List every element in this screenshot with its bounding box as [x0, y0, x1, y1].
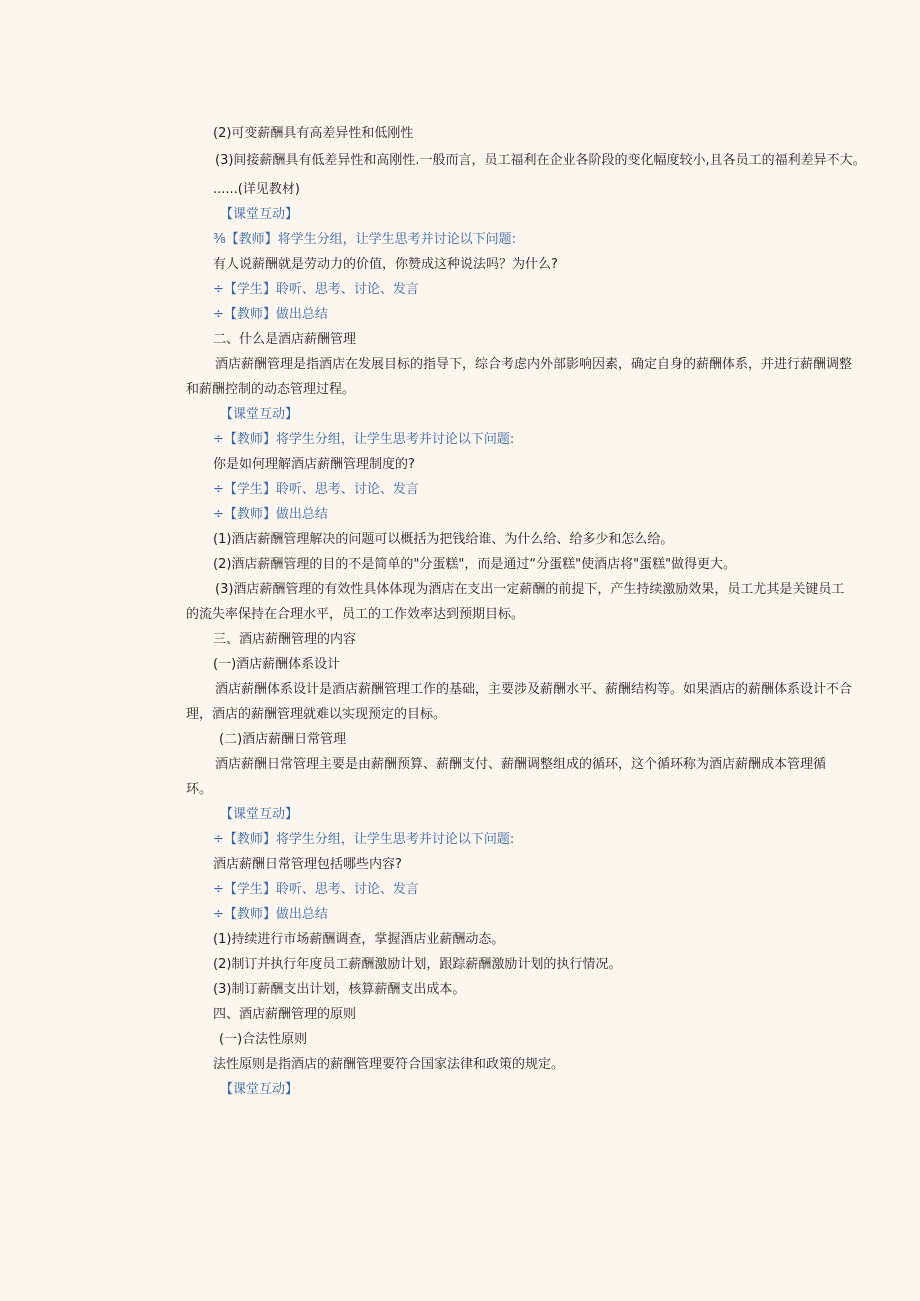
text-line: (2)可变薪酬具有高差异性和低刚性 — [213, 126, 414, 141]
teacher-summary: ÷【教师】做出总结 — [213, 507, 328, 522]
teacher-instruction: ÷【教师】将学生分组，让学生思考并讨论以下问题: — [213, 432, 515, 447]
subsection-heading: (二)酒店薪酬日常管理 — [219, 732, 347, 747]
subsection-heading: (一)酒店薪酬体系设计 — [213, 657, 341, 672]
text-line: 和薪酬控制的动态管理过程。 — [186, 382, 356, 397]
text-line: 理，酒店的薪酬管理就难以实现预定的目标。 — [186, 707, 447, 722]
text-line: (3)间接薪酬具有低差异性和高刚性.一般而言，员工福利在企业各阶段的变化幅度较小,且各员工的福利差异不大。 — [215, 153, 866, 168]
text-line: (1)持续进行市场薪酬调查，掌握酒店业薪酬动态。 — [213, 932, 505, 947]
section-heading: 二、什么是酒店薪酬管理 — [213, 332, 357, 347]
section-heading: 四、酒店薪酬管理的原则 — [213, 1007, 357, 1022]
teacher-instruction: ⅜【教师】将学生分组，让学生思考并讨论以下问题: — [213, 232, 516, 247]
student-activity: ÷【学生】聆听、思考、讨论、发言 — [213, 282, 419, 297]
student-activity: ÷【学生】聆听、思考、讨论、发言 — [213, 882, 419, 897]
subsection-heading: (一)合法性原则 — [219, 1032, 308, 1047]
interaction-heading: 【课堂互动】 — [220, 1082, 299, 1097]
teacher-summary: ÷【教师】做出总结 — [213, 907, 328, 922]
question-text: 酒店薪酬日常管理包括哪些内容? — [213, 857, 402, 872]
text-line: (1)酒店薪酬管理解决的问题可以概括为把钱给谁、为什么给、给多少和怎么给。 — [213, 532, 674, 547]
text-line: 环。 — [186, 782, 213, 797]
section-heading: 三、酒店薪酬管理的内容 — [213, 632, 357, 647]
interaction-heading: 【课堂互动】 — [220, 407, 299, 422]
question-text: 有人说薪酬就是劳动力的价值，你赞成这种说法吗？为什么? — [213, 257, 558, 272]
text-line: 酒店薪酬体系设计是酒店薪酬管理工作的基础，主要涉及薪酬水平、薪酬结构等。如果酒店的薪酬体系设计不合 — [215, 682, 853, 697]
text-line: 酒店薪酬日常管理主要是由薪酬预算、薪酬支付、薪酬调整组成的循环，这个循环称为酒店薪酬成本管理循 — [215, 757, 827, 772]
text-line: 法性原则是指酒店的薪酬管理要符合国家法律和政策的规定。 — [213, 1057, 565, 1072]
text-line: 的流失率保持在合理水平，员工的工作效率达到预期目标。 — [186, 607, 525, 622]
teacher-instruction: ÷【教师】将学生分组，让学生思考并讨论以下问题: — [213, 832, 515, 847]
teacher-summary: ÷【教师】做出总结 — [213, 307, 328, 322]
text-line: (2)酒店薪酬管理的目的不是简单的"分蛋糕"，而是通过“分蛋糕"使酒店将"蛋糕"做得更大。 — [213, 557, 737, 572]
text-line: (3)制订薪酬支出计划，核算薪酬支出成本。 — [213, 982, 466, 997]
interaction-heading: 【课堂互动】 — [220, 807, 299, 822]
text-line: 酒店薪酬管理是指酒店在发展目标的指导下，综合考虑内外部影响因素，确定自身的薪酬体系，并进行薪酬调整 — [215, 357, 853, 372]
question-text: 你是如何理解酒店薪酬管理制度的? — [213, 457, 415, 472]
interaction-heading: 【课堂互动】 — [220, 207, 299, 222]
text-line: (2)制订并执行年度员工薪酬激励计划，跟踪薪酬激励计划的执行情况。 — [213, 957, 622, 972]
text-line: ......(详见教材) — [213, 182, 300, 197]
text-line: (3)酒店薪酬管理的有效性具体体现为酒店在支出一定薪酬的前提下，产生持续激励效果，员工尤其是关键员工 — [215, 582, 845, 597]
student-activity: ÷【学生】聆听、思考、讨论、发言 — [213, 482, 419, 497]
